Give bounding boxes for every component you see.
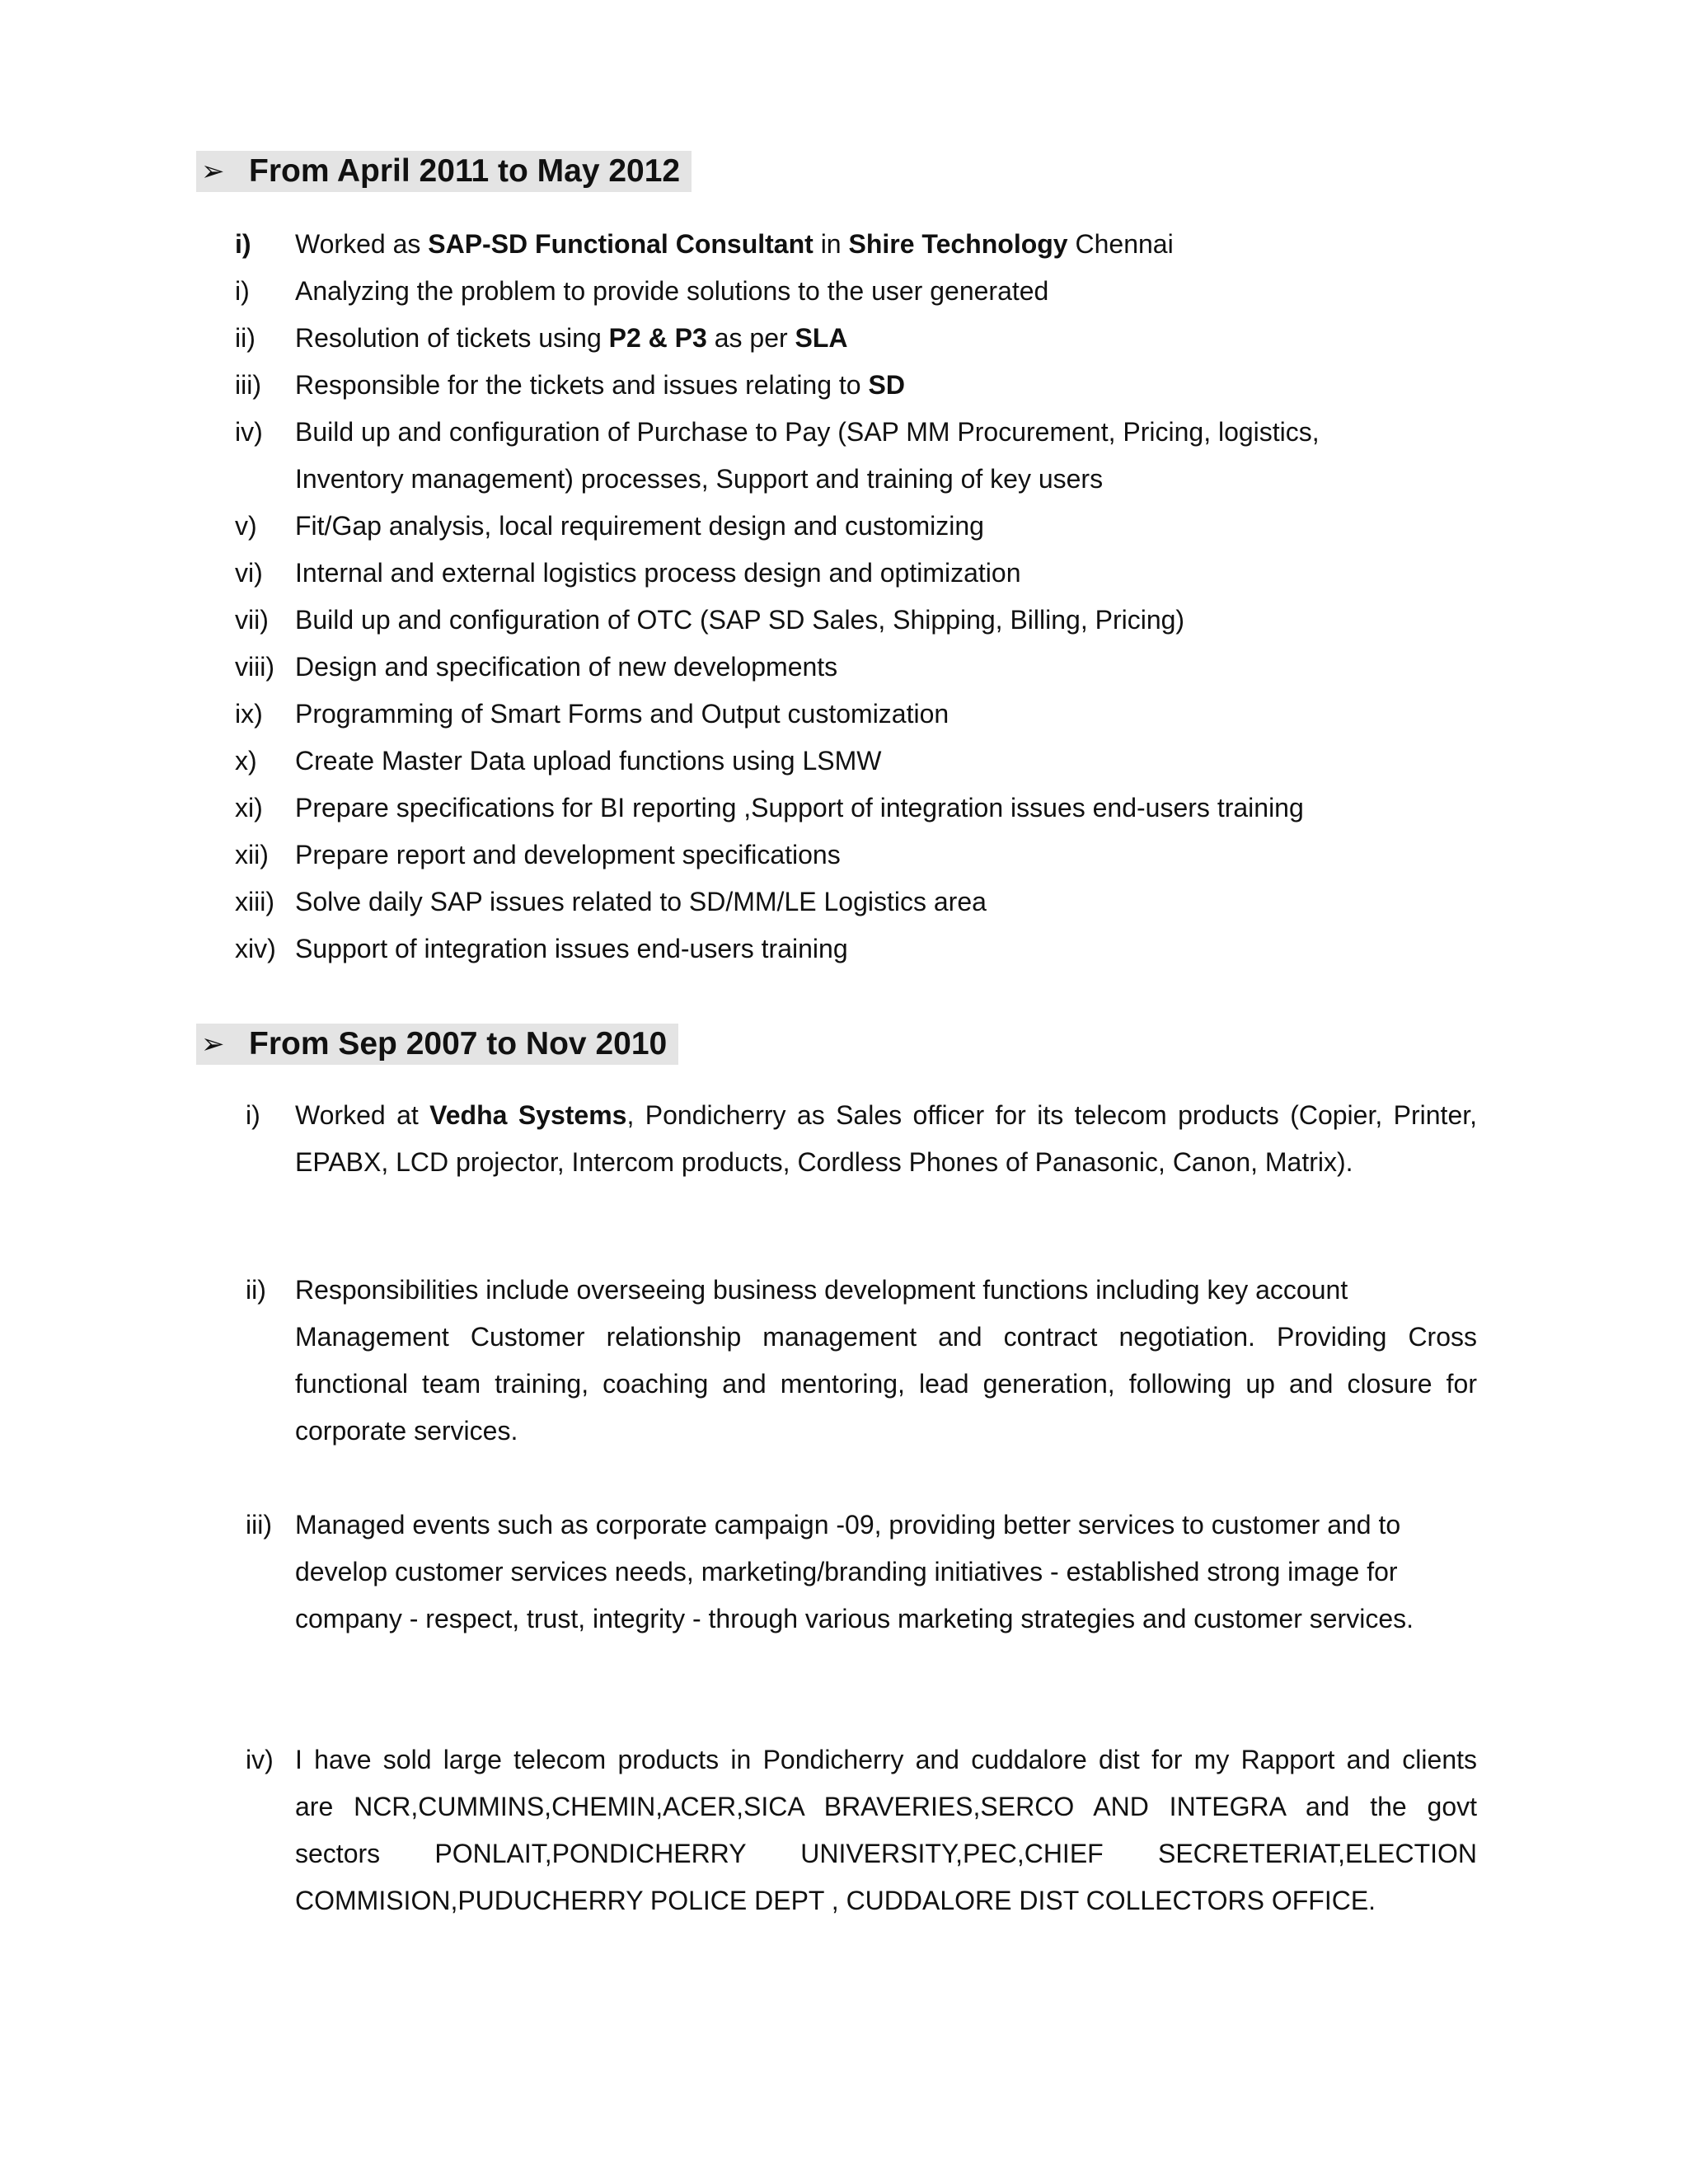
list-item: Prepare report and development specifications <box>295 840 841 869</box>
list-item-continuation: Management Customer relationship management and contract negotiation. Providing Cross <box>295 1322 1477 1352</box>
list-item-continuation: EPABX, LCD projector, Intercom products, Cordless Phones of Panasonic, Canon, Matrix). <box>295 1147 1353 1177</box>
list-item: Support of integration issues end-users training <box>295 934 848 963</box>
list-item: Managed events such as corporate campaign -09, providing better services to customer and to <box>295 1510 1401 1540</box>
list-item-continuation: corporate services. <box>295 1416 518 1446</box>
list-number: xi) <box>235 793 263 823</box>
list-item: Worked as SAP-SD Functional Consultant in Shire Technology Chennai <box>295 229 1174 259</box>
list-item-continuation: company - respect, trust, integrity - through various marketing strategies and customer services. <box>295 1604 1414 1633</box>
list-item-continuation: sectors PONLAIT,PONDICHERRY UNIVERSITY,PEC,CHIEF SECRETERIAT,ELECTION <box>295 1839 1477 1868</box>
company-name: Vedha Systems <box>429 1100 627 1130</box>
list-number: i) <box>235 276 250 306</box>
list-number: ii) <box>235 323 256 353</box>
list-number: i) <box>235 229 251 259</box>
list-item-continuation: develop customer services needs, marketing/branding initiatives - established strong image for <box>295 1557 1398 1586</box>
list-number: iv) <box>246 1745 274 1774</box>
list-item-continuation: Inventory management) processes, Support and training of key users <box>295 464 1104 494</box>
arrow-bullet-icon: ➢ <box>201 156 225 187</box>
list-item: Build up and configuration of OTC (SAP SD Sales, Shipping, Billing, Pricing) <box>295 605 1185 635</box>
list-item: Resolution of tickets using P2 & P3 as per SLA <box>295 323 848 353</box>
list-number: ix) <box>235 699 263 729</box>
list-item: Programming of Smart Forms and Output customization <box>295 699 950 729</box>
list-item: Internal and external logistics process design and optimization <box>295 558 1021 588</box>
company-name: Shire Technology <box>848 229 1068 259</box>
list-item: Build up and configuration of Purchase to Pay (SAP MM Procurement, Pricing, logistics, <box>295 417 1320 447</box>
list-number: xiii) <box>235 887 274 916</box>
list-item: Solve daily SAP issues related to SD/MM/LE Logistics area <box>295 887 987 916</box>
list-number: viii) <box>235 652 274 682</box>
list-number: ii) <box>246 1275 266 1305</box>
list-number: xii) <box>235 840 269 869</box>
list-item-continuation: functional team training, coaching and mentoring, lead generation, following up and closure for <box>295 1369 1477 1399</box>
section-heading-2011-2012 <box>196 151 692 192</box>
list-item: Responsible for the tickets and issues relating to SD <box>295 370 905 400</box>
list-number: iii) <box>246 1510 272 1540</box>
list-item: Fit/Gap analysis, local requirement design and customizing <box>295 511 984 541</box>
list-number: vi) <box>235 558 263 588</box>
list-number: vii) <box>235 605 269 635</box>
job-title: SAP-SD Functional Consultant <box>428 229 814 259</box>
list-number: iii) <box>235 370 261 400</box>
list-item-continuation: COMMISION,PUDUCHERRY POLICE DEPT , CUDDALORE DIST COLLECTORS OFFICE. <box>295 1886 1376 1915</box>
list-number: i) <box>246 1100 260 1130</box>
list-item: Worked at Vedha Systems, Pondicherry as Sales officer for its telecom products (Copier, Printer, <box>295 1100 1478 1130</box>
list-item: Analyzing the problem to provide solutions to the user generated <box>295 276 1049 306</box>
list-number: v) <box>235 511 257 541</box>
list-number: xiv) <box>235 934 276 963</box>
section-heading-text: From Sep 2007 to Nov 2010 <box>249 1026 668 1062</box>
list-number: x) <box>235 746 257 776</box>
list-item: Design and specification of new developments <box>295 652 838 682</box>
list-item: Prepare specifications for BI reporting ,Support of integration issues end-users training <box>295 793 1304 823</box>
list-item: I have sold large telecom products in Pondicherry and cuddalore dist for my Rapport and clients <box>295 1745 1477 1774</box>
list-number: iv) <box>235 417 263 447</box>
list-item: Create Master Data upload functions using LSMW <box>295 746 882 776</box>
section-heading-2007-2010 <box>196 1024 678 1065</box>
section-heading-text: From April 2011 to May 2012 <box>249 153 681 189</box>
list-item: Responsibilities include overseeing business development functions including key account <box>295 1275 1348 1305</box>
arrow-bullet-icon: ➢ <box>201 1029 225 1060</box>
list-item-continuation: are NCR,CUMMINS,CHEMIN,ACER,SICA BRAVERIES,SERCO AND INTEGRA and the govt <box>295 1792 1477 1821</box>
